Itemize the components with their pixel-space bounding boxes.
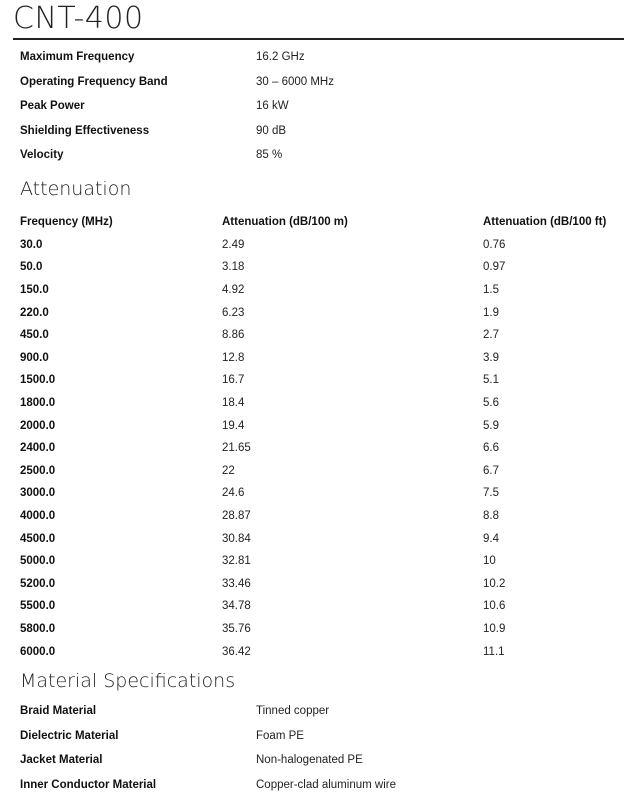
attenuation-m-cell: 16.7 xyxy=(222,374,245,387)
frequency-cell: 900.0 xyxy=(20,351,49,364)
frequency-cell: 5500.0 xyxy=(20,600,56,613)
material-row-value: Non-halogenated PE xyxy=(256,754,363,767)
attenuation-m-cell: 36.42 xyxy=(222,645,251,658)
spec-row-label: Maximum Frequency xyxy=(20,51,135,64)
attenuation-row xyxy=(20,279,623,302)
materials-table xyxy=(20,699,396,797)
spec-row-value: 90 dB xyxy=(256,124,287,137)
attenuation-m-cell: 18.4 xyxy=(222,397,245,410)
frequency-cell: 4000.0 xyxy=(20,510,56,523)
attenuation-header-row xyxy=(20,211,623,234)
material-row-value: Foam PE xyxy=(256,729,304,742)
attenuation-m-cell: 12.8 xyxy=(222,351,245,364)
attenuation-row xyxy=(20,527,623,550)
attenuation-ft-cell: 2.7 xyxy=(483,329,499,342)
frequency-cell: 450.0 xyxy=(20,329,49,342)
attenuation-row xyxy=(20,369,623,392)
attenuation-ft-cell: 10.9 xyxy=(483,622,506,635)
attenuation-row xyxy=(20,256,623,279)
frequency-cell: 50.0 xyxy=(20,261,43,274)
attenuation-m-cell: 32.81 xyxy=(222,555,251,568)
page-title: CNT-400 xyxy=(13,1,144,36)
attenuation-ft-cell: 0.97 xyxy=(483,261,506,274)
frequency-cell: 5800.0 xyxy=(20,622,56,635)
spec-row-value: 30 – 6000 MHz xyxy=(256,75,334,88)
attenuation-row xyxy=(20,414,623,437)
attenuation-row xyxy=(20,301,623,324)
frequency-cell: 2400.0 xyxy=(20,442,56,455)
attenuation-row xyxy=(20,618,623,641)
attenuation-ft-cell: 6.7 xyxy=(483,464,499,477)
attenuation-row xyxy=(20,505,623,528)
attenuation-m-cell: 4.92 xyxy=(222,284,245,297)
spec-row-value: 85 % xyxy=(256,149,283,162)
attenuation-m-cell: 6.23 xyxy=(222,306,245,319)
attenuation-m-cell: 28.87 xyxy=(222,510,251,523)
attenuation-ft-cell: 6.6 xyxy=(483,442,499,455)
frequency-cell: 2000.0 xyxy=(20,419,56,432)
material-row-label: Dielectric Material xyxy=(20,729,119,742)
attenuation-row xyxy=(20,640,623,663)
attenuation-m-cell: 34.78 xyxy=(222,600,251,613)
spec-row-value: 16.2 GHz xyxy=(256,51,305,64)
attenuation-m-cell: 2.49 xyxy=(222,238,245,251)
frequency-cell: 150.0 xyxy=(20,284,49,297)
frequency-cell: 6000.0 xyxy=(20,645,56,658)
attenuation-m-cell: 3.18 xyxy=(222,261,245,274)
attenuation-ft-cell: 8.8 xyxy=(483,510,499,523)
attenuation-ft-cell: 0.76 xyxy=(483,238,506,251)
frequency-cell: 3000.0 xyxy=(20,487,56,500)
attenuation-ft-cell: 1.9 xyxy=(483,306,499,319)
material-row xyxy=(20,748,396,773)
attenuation-m-cell: 30.84 xyxy=(222,532,251,545)
attenuation-row xyxy=(20,482,623,505)
spec-row xyxy=(20,119,334,144)
attenuation-row xyxy=(20,437,623,460)
material-row-value: Copper-clad aluminum wire xyxy=(256,778,396,791)
attenuation-ft-cell: 7.5 xyxy=(483,487,499,500)
spec-row-value: 16 kW xyxy=(256,100,289,113)
frequency-cell: 30.0 xyxy=(20,238,43,251)
spec-row-label: Peak Power xyxy=(20,100,85,113)
attenuation-row xyxy=(20,460,623,483)
attenuation-ft-cell: 10.6 xyxy=(483,600,506,613)
material-row xyxy=(20,699,396,724)
material-row-label: Jacket Material xyxy=(20,754,103,767)
spec-row xyxy=(20,94,334,119)
attenuation-row xyxy=(20,234,623,257)
attenuation-m-cell: 24.6 xyxy=(222,487,245,500)
frequency-cell: 5200.0 xyxy=(20,577,56,590)
attenuation-m-cell: 22 xyxy=(222,464,235,477)
attenuation-row xyxy=(20,550,623,573)
frequency-cell: 1500.0 xyxy=(20,374,56,387)
general-specs-table xyxy=(20,45,334,168)
header-attenuation-per-100ft: Attenuation (dB/100 ft) xyxy=(483,216,607,229)
attenuation-row xyxy=(20,347,623,370)
attenuation-ft-cell: 3.9 xyxy=(483,351,499,364)
attenuation-ft-cell: 5.6 xyxy=(483,397,499,410)
header-attenuation-per-100m: Attenuation (dB/100 m) xyxy=(222,216,348,229)
material-row-label: Inner Conductor Material xyxy=(20,778,157,791)
attenuation-row xyxy=(20,324,623,347)
material-row-value: Tinned copper xyxy=(256,705,330,718)
frequency-cell: 4500.0 xyxy=(20,532,56,545)
attenuation-ft-cell: 5.9 xyxy=(483,419,499,432)
spec-row-label: Velocity xyxy=(20,149,64,162)
material-row-label: Braid Material xyxy=(20,705,97,718)
attenuation-row xyxy=(20,573,623,596)
attenuation-m-cell: 19.4 xyxy=(222,419,245,432)
title-divider xyxy=(13,38,624,40)
attenuation-ft-cell: 9.4 xyxy=(483,532,499,545)
spec-row xyxy=(20,143,334,168)
attenuation-m-cell: 21.65 xyxy=(222,442,251,455)
attenuation-table xyxy=(20,211,623,663)
materials-section-title: Material Specifications xyxy=(20,670,236,692)
spec-row-label: Operating Frequency Band xyxy=(20,75,168,88)
attenuation-row xyxy=(20,595,623,618)
spec-row-label: Shielding Effectiveness xyxy=(20,124,150,137)
attenuation-ft-cell: 10 xyxy=(483,555,496,568)
frequency-cell: 220.0 xyxy=(20,306,49,319)
attenuation-row xyxy=(20,392,623,415)
material-row xyxy=(20,724,396,749)
material-row xyxy=(20,773,396,798)
spec-row xyxy=(20,70,334,95)
attenuation-m-cell: 33.46 xyxy=(222,577,251,590)
attenuation-ft-cell: 1.5 xyxy=(483,284,499,297)
attenuation-ft-cell: 5.1 xyxy=(483,374,499,387)
frequency-cell: 1800.0 xyxy=(20,397,56,410)
frequency-cell: 5000.0 xyxy=(20,555,56,568)
attenuation-ft-cell: 11.1 xyxy=(483,645,505,658)
attenuation-section-title: Attenuation xyxy=(20,178,132,200)
attenuation-m-cell: 35.76 xyxy=(222,622,251,635)
attenuation-ft-cell: 10.2 xyxy=(483,577,506,590)
header-frequency: Frequency (MHz) xyxy=(20,216,113,229)
attenuation-m-cell: 8.86 xyxy=(222,329,245,342)
spec-row xyxy=(20,45,334,70)
frequency-cell: 2500.0 xyxy=(20,464,56,477)
